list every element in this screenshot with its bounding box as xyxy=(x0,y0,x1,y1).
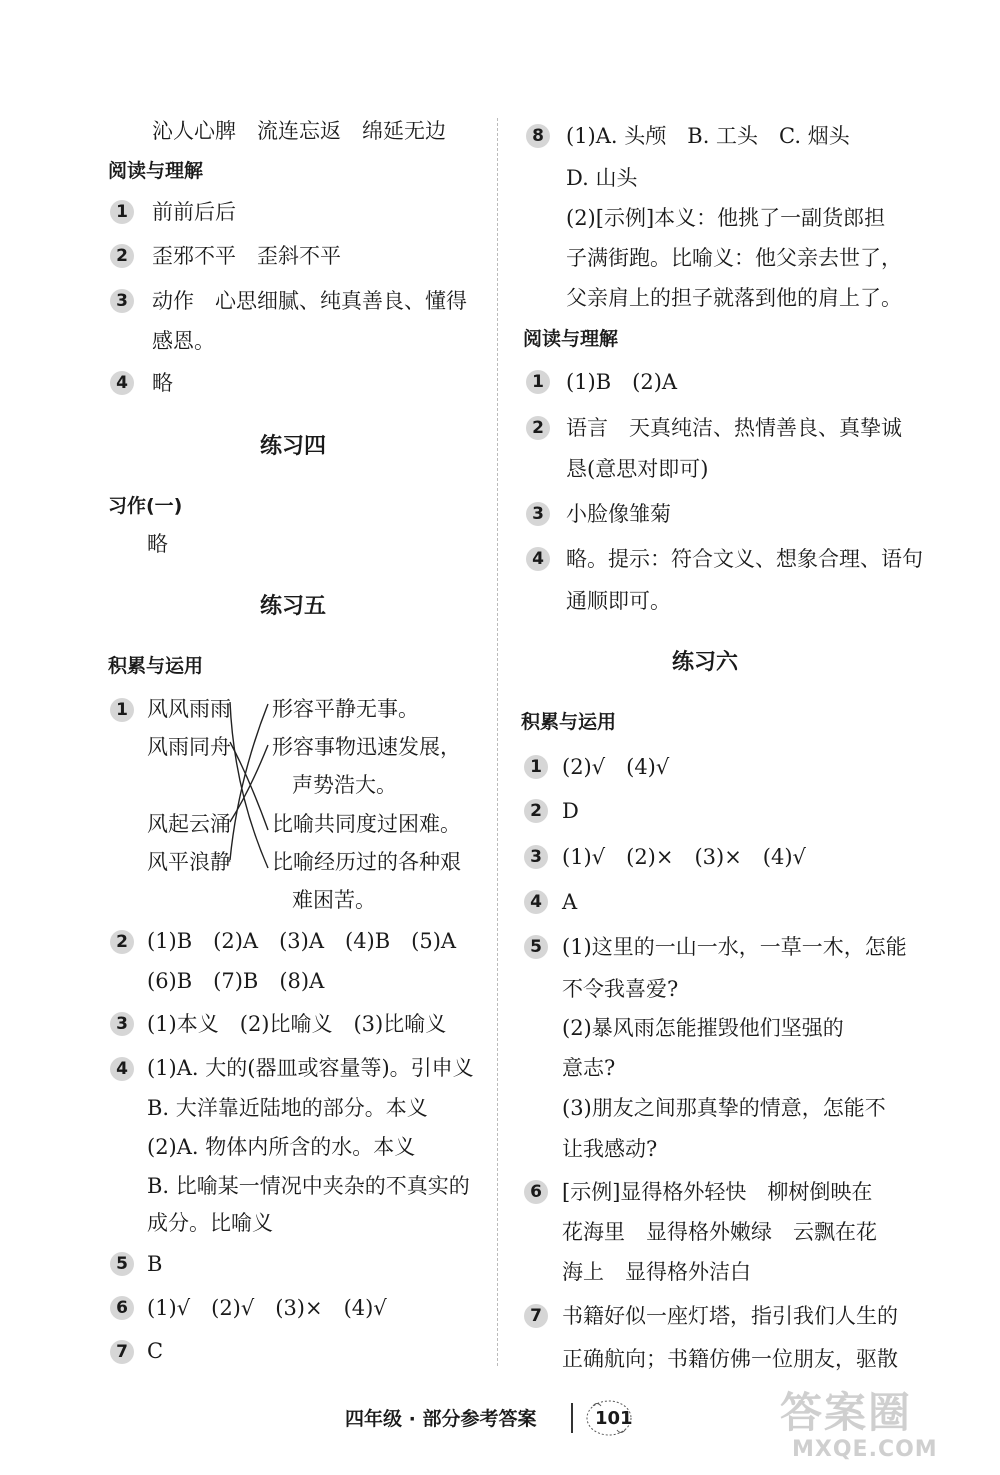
accum-heading-right: 积累与运用 xyxy=(521,711,617,733)
question-number: 3 xyxy=(110,289,134,313)
question-number: 1 xyxy=(526,370,550,394)
question-number: 6 xyxy=(524,1180,548,1204)
answer-text: (2)√ (4)√ xyxy=(562,755,670,779)
idiom-meaning: 声势浩大。 xyxy=(292,773,397,797)
question-number: 5 xyxy=(110,1252,134,1276)
idiom-meaning: 难困苦。 xyxy=(292,888,376,912)
question-number: 1 xyxy=(110,200,134,224)
top-idioms-line: 沁人心脾 流连忘返 绵延无边 xyxy=(152,119,446,143)
question-number: 1 xyxy=(110,698,134,722)
idiom-meaning: 比喻共同度过困难。 xyxy=(272,812,461,836)
answer-text: 让我感动? xyxy=(562,1137,658,1161)
question-number: 4 xyxy=(110,1057,134,1081)
question-number: 3 xyxy=(524,845,548,869)
column-divider xyxy=(497,118,498,1366)
idiom-term: 风雨同舟 xyxy=(147,735,231,759)
page-number: 101 xyxy=(595,1408,633,1429)
question-number: 3 xyxy=(526,502,550,526)
idiom-meaning: 比喻经历过的各种艰 xyxy=(272,850,461,874)
answer-text: (1)本义 (2)比喻义 (3)比喻义 xyxy=(147,1012,447,1036)
watermark-url: MXQE.COM xyxy=(792,1437,938,1462)
answer-text: 感恩。 xyxy=(152,329,215,353)
accum-heading-left: 积累与运用 xyxy=(108,655,204,677)
question-number: 4 xyxy=(524,890,548,914)
answer-text: 略。提示：符合文义、想象合理、语句 xyxy=(566,547,923,571)
writing-heading: 习作(一) xyxy=(108,495,183,517)
answer-text: 书籍好似一座灯塔，指引我们人生的 xyxy=(562,1304,898,1328)
answer-text: 意志? xyxy=(562,1056,616,1080)
answer-text: 海上 显得格外洁白 xyxy=(562,1260,751,1284)
section-title-6: 练习六 xyxy=(672,650,739,675)
answer-text: 小脸像雏菊 xyxy=(566,502,671,526)
question-number: 5 xyxy=(524,935,548,959)
footer-label: 四年级 · 部分参考答案 xyxy=(345,1408,537,1430)
idiom-meaning: 形容事物迅速发展， xyxy=(272,735,461,759)
idiom-term: 风平浪静 xyxy=(147,850,231,874)
watermark-logo: 答案圈 xyxy=(780,1388,913,1437)
question-number: 2 xyxy=(110,244,134,268)
answer-text: 恳(意思对即可) xyxy=(566,457,709,481)
answer-text: 正确航向；书籍仿佛一位朋友，驱散 xyxy=(562,1347,898,1371)
question-number: 4 xyxy=(110,371,134,395)
answer-text: 语言 天真纯洁、热情善良、真挚诚 xyxy=(566,416,902,440)
answer-text: 花海里 显得格外嫩绿 云飘在花 xyxy=(562,1220,877,1244)
answer-text: C xyxy=(147,1339,164,1363)
question-number: 3 xyxy=(110,1012,134,1036)
answer-text: D. 山头 xyxy=(566,166,638,190)
question-number: 7 xyxy=(110,1340,134,1364)
answer-text: 不令我喜爱? xyxy=(562,977,679,1001)
answer-text: B. 比喻某一情况中夹杂的不真实的 xyxy=(147,1174,470,1198)
answer-text: [示例]显得格外轻快 柳树倒映在 xyxy=(562,1180,873,1204)
question-number: 2 xyxy=(524,799,548,823)
answer-text: 子满街跑。比喻义：他父亲去世了， xyxy=(566,246,902,270)
reading-heading-left: 阅读与理解 xyxy=(108,160,204,182)
answer-text: (1)√ (2)√ (3)× (4)√ xyxy=(147,1296,387,1320)
answer-text: B xyxy=(147,1252,163,1276)
question-number: 7 xyxy=(524,1304,548,1328)
answer-text: 成分。比喻义 xyxy=(147,1211,273,1235)
answer-text: 略 xyxy=(152,371,173,395)
reading-heading-right: 阅读与理解 xyxy=(523,328,619,350)
answer-text: 前前后后 xyxy=(152,200,236,224)
idiom-term: 风起云涌 xyxy=(147,812,231,836)
question-number: 2 xyxy=(110,930,134,954)
answer-text: 父亲肩上的担子就落到他的肩上了。 xyxy=(566,286,902,310)
answer-text: (1)这里的一山一水，一草一木，怎能 xyxy=(562,935,907,959)
answer-text: A xyxy=(562,890,578,914)
question-number: 1 xyxy=(524,755,548,779)
answer-text: (2)[示例]本义：他挑了一副货郎担 xyxy=(566,206,886,230)
answer-text: 动作 心思细腻、纯真善良、懂得 xyxy=(152,289,467,313)
answer-text: (1)√ (2)× (3)× (4)√ xyxy=(562,845,806,869)
writing-answer: 略 xyxy=(147,532,168,556)
question-number: 2 xyxy=(526,416,550,440)
answer-text: D xyxy=(562,799,579,823)
answer-text: 通顺即可。 xyxy=(566,589,671,613)
answer-text: (2)暴风雨怎能摧毁他们坚强的 xyxy=(562,1016,844,1040)
answer-text: (1)A. 头颅 B. 工头 C. 烟头 xyxy=(566,124,850,148)
answer-text: (6)B (7)B (8)A xyxy=(147,969,325,993)
question-number: 6 xyxy=(110,1296,134,1320)
answer-text: (2)A. 物体内所含的水。本义 xyxy=(147,1135,416,1159)
idiom-meaning: 形容平静无事。 xyxy=(272,697,419,721)
answer-text: 歪邪不平 歪斜不平 xyxy=(152,244,341,268)
question-number: 8 xyxy=(526,124,550,148)
idiom-term: 风风雨雨 xyxy=(147,697,231,721)
answer-text: (3)朋友之间那真挚的情意，怎能不 xyxy=(562,1096,886,1120)
answer-text: B. 大洋靠近陆地的部分。本义 xyxy=(147,1096,428,1120)
answer-text: (1)B (2)A (3)A (4)B (5)A xyxy=(147,929,457,953)
answer-text: (1)A. 大的(器皿或容量等)。引申义 xyxy=(147,1056,474,1080)
answer-text: (1)B (2)A xyxy=(566,370,678,394)
question-number: 4 xyxy=(526,547,550,571)
footer-separator xyxy=(571,1403,573,1433)
section-title-4: 练习四 xyxy=(260,434,327,459)
section-title-5: 练习五 xyxy=(260,594,327,619)
